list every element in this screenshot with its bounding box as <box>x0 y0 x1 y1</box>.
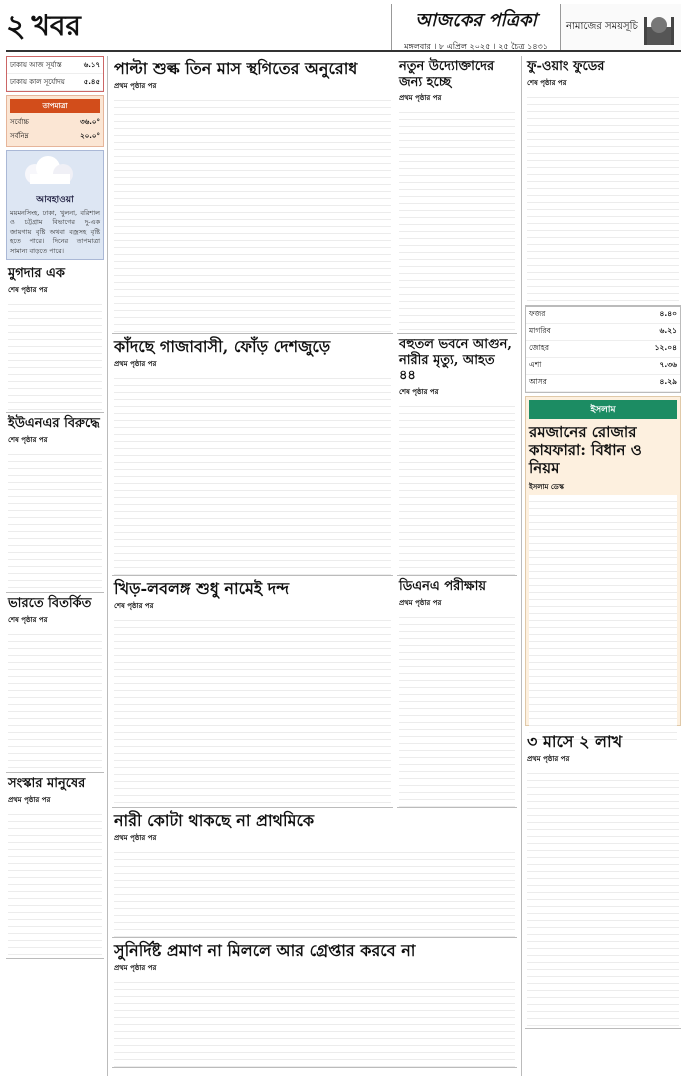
left-story-1: মুগদার এক শেষ পৃষ্ঠার পর <box>6 263 104 413</box>
left-story-2: ইউএনএর বিরুদ্ধে শেষ পৃষ্ঠার পর <box>6 413 104 593</box>
section-name: খবর <box>31 8 81 42</box>
prayer-times-table: ফজর ৪.৪০ মাগরিব ৬.২১ জোহর ১২.০৪ এশা ৭.৩৬ আসর ৪.২৯ <box>525 306 681 393</box>
masthead-title: আজকের পত্রিকা <box>415 10 537 31</box>
prayer-header <box>561 4 681 50</box>
story-fuwang: ফু-ওয়াং ফুডের শেষ পৃষ্ঠার পর <box>525 56 681 306</box>
page-number: ২ <box>6 8 26 44</box>
story-khir: খিড়-লবলঙ্গ শুধু নামেই দন্দ শেষ পৃষ্ঠার পর <box>112 576 393 808</box>
left-column <box>6 56 108 1076</box>
sun-times: ঢাকায় আজ সূর্যাস্ত ৬.১৭ ঢাকায় কাল সূর্যোদয় ৫.৪৫ <box>6 56 104 92</box>
story-gaza: কাঁদছে গাজাবাসী, ফোঁড় দেশজুড়ে প্রথম পৃষ্ঠার পর <box>112 334 393 576</box>
mosque-icon <box>642 7 676 47</box>
cloud-icon <box>10 154 100 188</box>
islam-box: ইসলাম রমজানের রোজার কাযফারা: বিধান ও নিয়ম ইসলাম ডেস্ক <box>525 396 681 726</box>
story-arrest: সুনির্দিষ্ট প্রমাণ না মিললে আর গ্রেপ্তার করবে না প্রথম পৃষ্ঠার পর <box>112 938 517 1068</box>
left-story-3: ভারতে বিতর্কিত শেষ পৃষ্ঠার পর <box>6 593 104 773</box>
prayer-header-label: নামাজের সময়সূচি <box>566 20 638 32</box>
story-entrepreneurs: নতুন উদ্যোক্তাদের জন্য হচ্ছে প্রথম পৃষ্ঠার পর <box>397 56 517 334</box>
page-header <box>6 4 681 52</box>
story-3months: ৩ মাসে ২ লাখ প্রথম পৃষ্ঠার পর <box>525 729 681 1029</box>
story-tariff: পাল্টা শুল্ক তিন মাস স্থগিতের অনুরোধ প্রথম পৃষ্ঠার পর <box>112 56 393 334</box>
right-column <box>521 56 681 1076</box>
masthead-date: মঙ্গলবার । ৮ এপ্রিল ২০২৫ । ২৫ চৈত্র ১৪৩১ <box>404 42 548 51</box>
story-fire: বহুতল ভবনে আগুন, নারীর মৃত্যু, আহত ৪৪ শেষ পৃষ্ঠার পর <box>397 334 517 576</box>
story-quota: নারী কোটা থাকছে না প্রাথমিকে প্রথম পৃষ্ঠার পর <box>112 808 517 938</box>
masthead <box>391 4 561 50</box>
center-column <box>112 56 517 1076</box>
page-number-block <box>6 4 126 50</box>
weather-box: আবহাওয়া ময়মনসিংহ, ঢাকা, খুলনা, বরিশাল ও চট্টগ্রাম বিভাগের দু-এক জায়গায় বৃষ্টি অথবা বজ্রসহ বৃষ্টি হতে পারে। দিনের তাপমাত্রা সামান্য বাড়তে পারে। <box>6 150 104 260</box>
left-story-4: সংস্কার মানুষের প্রথম পৃষ্ঠার পর <box>6 773 104 959</box>
temperature-box: তাপমাত্রা সর্বোচ্চ ৩৬.০° সর্বনিম্ন ২০.০° <box>6 95 104 147</box>
story-dna: ডিএনএ পরীক্ষায় প্রথম পৃষ্ঠার পর <box>397 576 517 808</box>
